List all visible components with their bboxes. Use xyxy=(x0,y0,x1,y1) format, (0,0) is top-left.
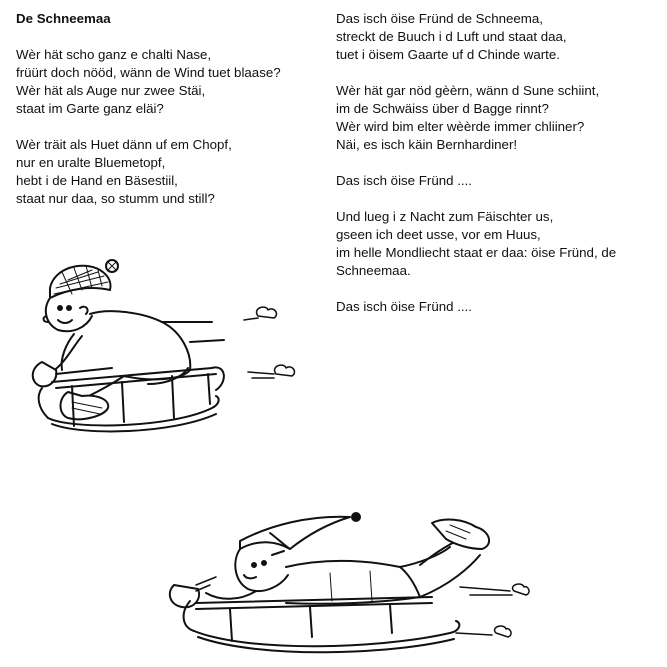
poem-line: Das isch öise Fründ .... xyxy=(336,299,472,314)
poem-line: Wèr wird bim elter wèèrde immer chliiner? xyxy=(336,119,585,134)
poem-line: Näi, es isch käin Bernhardiner! xyxy=(336,137,518,152)
stanza-2 xyxy=(16,136,326,208)
poem-line: streckt de Buuch i d Luft und staat daa, xyxy=(336,29,567,44)
poem-line: nur en uralte Bluemetopf, xyxy=(16,155,166,170)
snow-puff-icon xyxy=(456,584,529,637)
poem-line: staat im Garte ganz eläi? xyxy=(16,101,164,116)
poem-line: Wèr träit als Huet dänn uf em Chopf, xyxy=(16,137,232,152)
poem-line: tuet i öisem Gaarte uf d Chinde warte. xyxy=(336,47,560,62)
pointed-hat-icon xyxy=(240,513,360,549)
child-head xyxy=(235,549,288,591)
refrain-2 xyxy=(336,298,661,316)
poem-title: De Schneemaa xyxy=(16,11,111,26)
snow-puff-icon xyxy=(244,307,294,378)
poem-line: früürt doch nööd, wänn de Wind tuet blaase? xyxy=(16,65,281,80)
poem-line: im de Schwäiss über d Bagge rinnt? xyxy=(336,101,549,116)
refrain-1 xyxy=(336,172,661,190)
poem-line: staat nur daa, so stumm und still? xyxy=(16,191,215,206)
child-head xyxy=(44,298,92,331)
sledding-child-illustration xyxy=(12,258,312,453)
sledding-child-lying-illustration xyxy=(160,505,530,665)
stanza-1 xyxy=(16,46,326,118)
poem-line: Wèr hät als Auge nur zwee Stäi, xyxy=(16,83,206,98)
poem-line: gseen ich deet usse, vor em Huus, xyxy=(336,227,541,242)
poem-line: hebt i de Hand en Bäsestiil, xyxy=(16,173,178,188)
poem-line: Das isch öise Fründ .... xyxy=(336,173,472,188)
sled xyxy=(184,597,460,652)
stanza-3 xyxy=(336,10,661,64)
poem-line: Das isch öise Fründ de Schneema, xyxy=(336,11,543,26)
poem-line: Wèr hät scho ganz e chalti Nase, xyxy=(16,47,212,62)
poem-line: Wèr hät gar nöd gèèrn, wänn d Sune schiint, xyxy=(336,83,600,98)
poem-line: im helle Mondliecht staat er daa: öise Fründ, de Schneemaa. xyxy=(336,245,617,278)
poem-right-column xyxy=(336,10,661,334)
poem-left-column xyxy=(16,10,326,226)
knit-hat-icon xyxy=(50,260,118,298)
stanza-5 xyxy=(336,208,661,280)
child-leg xyxy=(420,520,489,597)
poem-line: Und lueg i z Nacht zum Fäischter us, xyxy=(336,209,554,224)
stanza-4 xyxy=(336,82,661,154)
